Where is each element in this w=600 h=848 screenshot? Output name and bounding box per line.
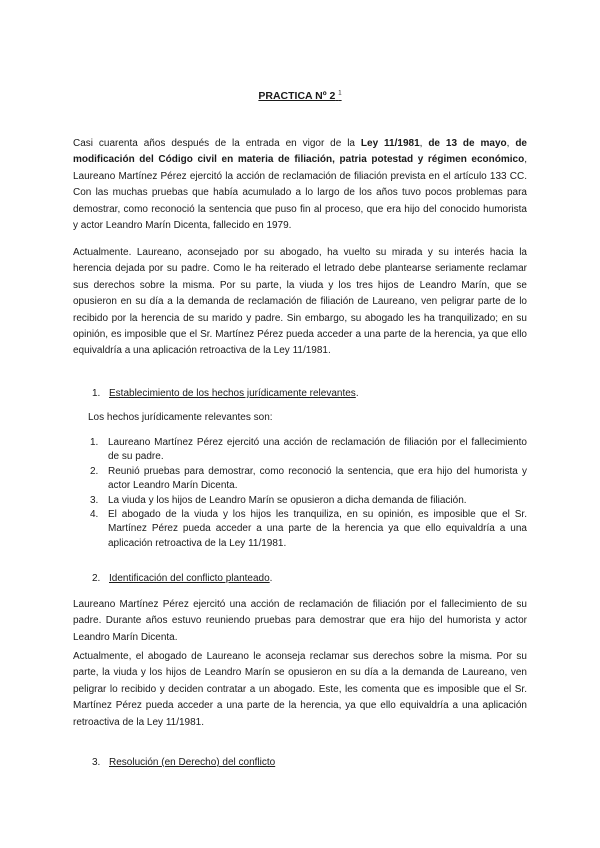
list-item-text: La viuda y los hijos de Leandro Marín se opusieron a dicha demanda de filiación. [108, 494, 467, 506]
second-paragraph: Actualmente. Laureano, aconsejado por su abogado, ha vuelto su mirada y su interés hacia la herencia dejada por su padre. Como le ha reiterado el letrado debe plantearse seriamente reclamar sus derechos sobre la misma. Por su parte, la viuda y los tres hijos de Leandro Marín, que se opusieron en su día a la demanda de reclamación de filiación de Laureano, ven peligrar parte de lo recibido por la herencia de su marido y padre. Sin embargo, su abogado les ha tranquilizado; en su opinión, es imposible que el Sr. Martínez Pérez pueda acceder a una parte de la herencia, ya que ello equivaldría a una aplicación retroactiva de la Ley 11/1981. [73, 247, 527, 357]
law-date: de 13 de mayo [428, 138, 507, 149]
section2-title: Identificación del conflicto planteado [109, 573, 270, 584]
para1-text-1: Casi cuarenta años después de la entrada en vigor de la [73, 138, 361, 149]
para1-text-4: , Laureano Martínez Pérez ejercitó la acción de reclamación de filiación prevista en el artículo 133 CC. Con las muchas pruebas que había acumulado a lo largo de los años tuvo pocos problemas para demostrar, como reconoció la sentencia que puso fin al proceso, que era hijo del conocido humorista y actor Leandro Marín Dicenta, fallecido en 1979. [73, 154, 527, 232]
intro-paragraph [73, 136, 527, 234]
list-item [90, 494, 527, 508]
section3-title: Resolución (en Derecho) del conflicto [109, 757, 276, 768]
footnote-marker: 1 [338, 90, 342, 97]
facts-list [90, 436, 527, 551]
section2-heading [92, 571, 522, 587]
title-text: PRACTICA Nº 2 [258, 90, 336, 102]
section2-number: 2. [92, 573, 101, 584]
section1-number: 1. [92, 388, 101, 399]
para1-text-2: , [419, 138, 429, 149]
section2-period: . [269, 573, 273, 584]
conflict-paragraph-2: Actualmente, el abogado de Laureano le aconseja reclamar sus derechos sobre la misma. Por su parte, la viuda y los hijos de Leandro Marín se opusieron en su día a la demanda de Laureano, ven peligrar lo recibido y deciden contratar a un abogado. Este, les comenta que es imposible que el Sr. Martínez Pérez pueda acceder a una parte de la herencia, ya que ello equivaldría a una aplicación retroactiva de la Ley 11/1981. [73, 651, 527, 728]
list-item-number: 4. [90, 509, 99, 521]
section1-title: Establecimiento de los hechos jurídicamente relevantes [109, 388, 356, 399]
list-item [90, 436, 527, 465]
conflict-paragraph-1: Laureano Martínez Pérez ejercitó una acción de reclamación de filiación por el fallecimiento de su padre. Durante años estuvo reuniendo pruebas para demostrar que era hijo del humorista y actor Leandro Marín Dicenta. [73, 599, 527, 643]
list-item [90, 508, 527, 551]
section1-period: . [355, 388, 359, 399]
list-item-number: 1. [90, 437, 99, 448]
list-item [90, 465, 527, 494]
page-title [0, 90, 600, 102]
law-title: de modificación del Código civil en materia de filiación, patria potestad y régimen económico [73, 138, 527, 166]
list-item-number: 2. [90, 465, 99, 477]
list-item-number: 3. [90, 494, 99, 506]
section1-heading [92, 386, 522, 402]
list-item-text: Laureano Martínez Pérez ejercitó una acción de reclamación de filiación por el fallecimiento de su padre. [108, 437, 527, 463]
list-item-text: El abogado de la viuda y los hijos les tranquiliza, en su opinión, es imposible que el Sr. Martínez Pérez pueda acceder a una parte de la herencia ya que ello equivaldría a una aplicación retroactiva de la Ley 11/1981. [108, 509, 527, 549]
list-item-text: Reunió pruebas para demostrar, como reconoció la sentencia, que era hijo del humorista y actor Leandro Marín Dicenta. [108, 465, 527, 492]
para1-text-3: , [506, 138, 516, 149]
law-reference: Ley 11/1981 [360, 138, 420, 149]
facts-intro: Los hechos jurídicamente relevantes son: [88, 412, 273, 423]
section3-number: 3. [92, 757, 101, 768]
section3-heading [92, 755, 522, 771]
